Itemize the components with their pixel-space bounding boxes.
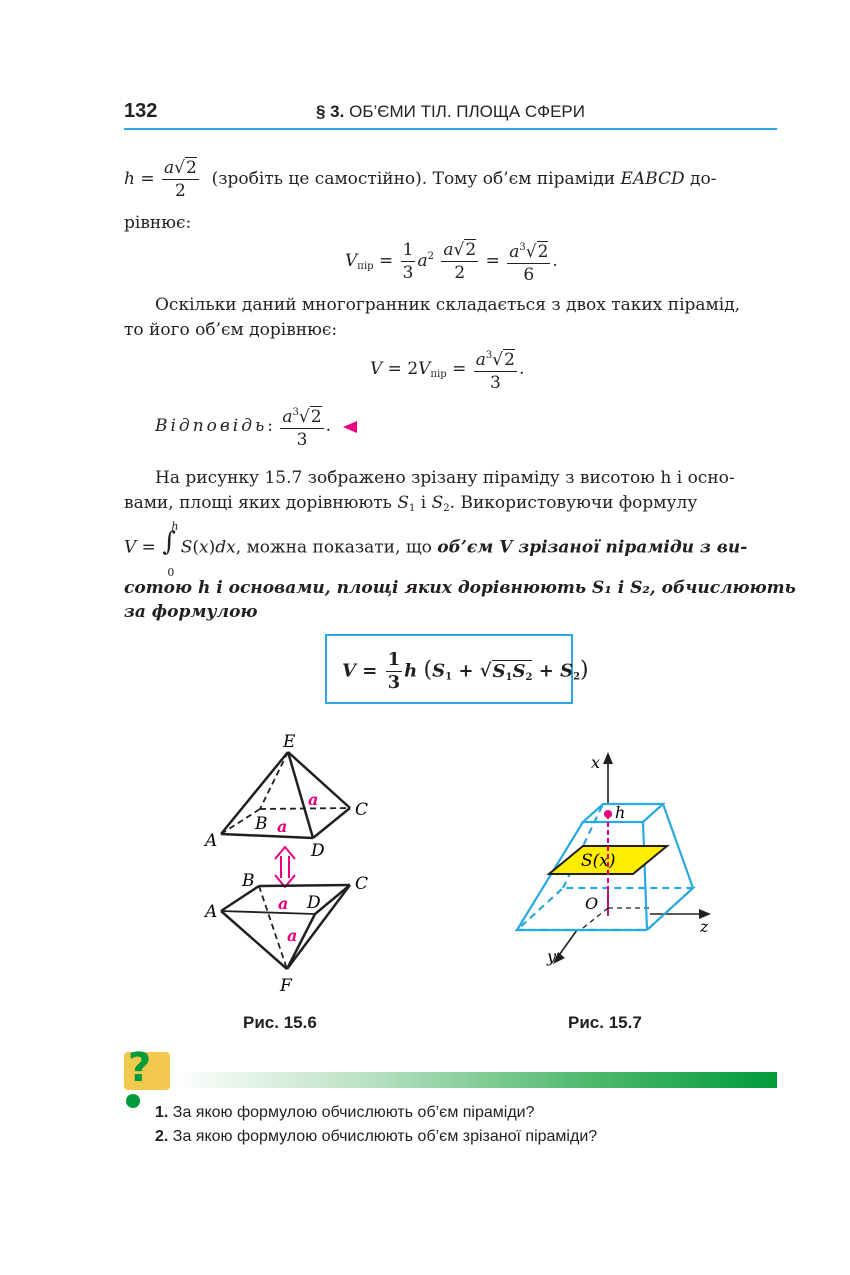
formula-v-total: $V = 2V_{пір}$ = $\frac{a^3√2}{3}$ . [370, 346, 524, 393]
svg-text:C: C [355, 800, 369, 820]
p3-line2-a: вами, площі яких дорівнюють [124, 493, 392, 513]
svg-text:h: h [615, 803, 626, 822]
p1-name: EABCD [620, 169, 685, 189]
p3-line4: сотою h і основами, площі яких дорівнюють S₁ і S₂, обчислюють [124, 578, 796, 598]
p2-line2: то його об’єм дорівнює: [124, 320, 338, 340]
question-mark: ? [128, 1045, 152, 1091]
question-1-text: За якою формулою обчислюють об’єм піраміди? [172, 1104, 535, 1121]
header-rule [124, 128, 777, 130]
svg-text:D: D [307, 893, 321, 913]
page-number: 132 [124, 100, 158, 122]
svg-text:a: a [287, 926, 298, 945]
svg-text:B: B [242, 871, 255, 891]
p3-line3: V = ∫ h 0 S(x)dx, можна показати, що об’єм V зрізаної піраміди з ви- [124, 520, 748, 579]
svg-text:y: y [547, 947, 557, 966]
question-dot [126, 1094, 140, 1108]
p3-line2: вами, площі яких дорівнюють $S_1$ і $S_2$. Використовуючи формулу [124, 493, 698, 514]
svg-text:C: C [355, 874, 369, 894]
svg-text:D: D [311, 841, 325, 861]
p3-line1: На рисунку 15.7 зображено зрізану піраміду з висотою h і осно- [155, 468, 735, 488]
double-arrow-icon [275, 847, 295, 887]
svg-text:a: a [278, 894, 289, 913]
question-1-number: 1. [155, 1104, 169, 1121]
p3-line2-c: . Використовуючи формулу [449, 493, 698, 513]
svg-text:a: a [308, 790, 319, 809]
p1-tail: (зробіть це самостійно). Тому об’єм піраміди [211, 169, 616, 189]
svg-text:B: B [255, 814, 268, 834]
questions-bar [172, 1072, 777, 1088]
svg-text:S(x): S(x) [581, 851, 616, 871]
answer-line: Відповідь: $\frac{a^3√2}{3}$ . [155, 403, 358, 450]
frustum-volume-formula: V = $\frac{1}{3}$ h $(S_1 + √S_1S_2 + S_2)$ [342, 649, 589, 693]
svg-text:A: A [205, 902, 218, 922]
figure-15-6-caption: Рис. 15.6 [243, 1013, 317, 1032]
question-1 [155, 1104, 535, 1122]
section-title: ОБ’ЄМИ ТІЛ. ПЛОЩА СФЕРИ [349, 102, 585, 121]
svg-text:E: E [283, 732, 296, 752]
p1-line2: рівнює: [124, 213, 192, 233]
running-header [316, 102, 585, 122]
figure-15-7 [505, 748, 725, 978]
question-2 [155, 1128, 597, 1146]
svg-text:O: O [585, 894, 599, 913]
svg-text:a: a [277, 817, 288, 836]
p1-end: до- [690, 169, 717, 189]
paragraph-h: h = $\frac{a√2}{2}$ (зробіть це самостійно). Тому об’єм піраміди EABCD до- [124, 158, 717, 201]
formula-v-pyramid: $V_{пір}$ = $\frac{1}{3}$ $a^2$ $\frac{a√2}{2}$ = $\frac{a^3√2}{6}$ . [345, 240, 558, 285]
svg-text:z: z [700, 917, 709, 936]
p2-line1: Оскільки даний многогранник складається з двох таких пірамід, [155, 295, 741, 315]
end-of-solution-icon [342, 420, 358, 434]
p3-line3-bold: об’єм V зрізаної піраміди з ви- [437, 537, 748, 558]
answer-label: Відповідь [155, 416, 268, 436]
p3-line5: за формулою [124, 602, 258, 622]
p3-line3-plain: можна показати, що [246, 537, 432, 558]
section-number: § 3. [316, 102, 345, 121]
question-2-number: 2. [155, 1128, 169, 1145]
figure-15-7-caption: Рис. 15.7 [568, 1013, 642, 1032]
svg-text:F: F [280, 976, 292, 996]
figure-15-6 [195, 725, 385, 1000]
question-2-text: За якою формулою обчислюють об’єм зрізаної піраміди? [172, 1128, 598, 1145]
svg-text:A: A [205, 831, 218, 851]
svg-text:x: x [591, 753, 601, 772]
p3-line2-b: і [420, 493, 427, 513]
